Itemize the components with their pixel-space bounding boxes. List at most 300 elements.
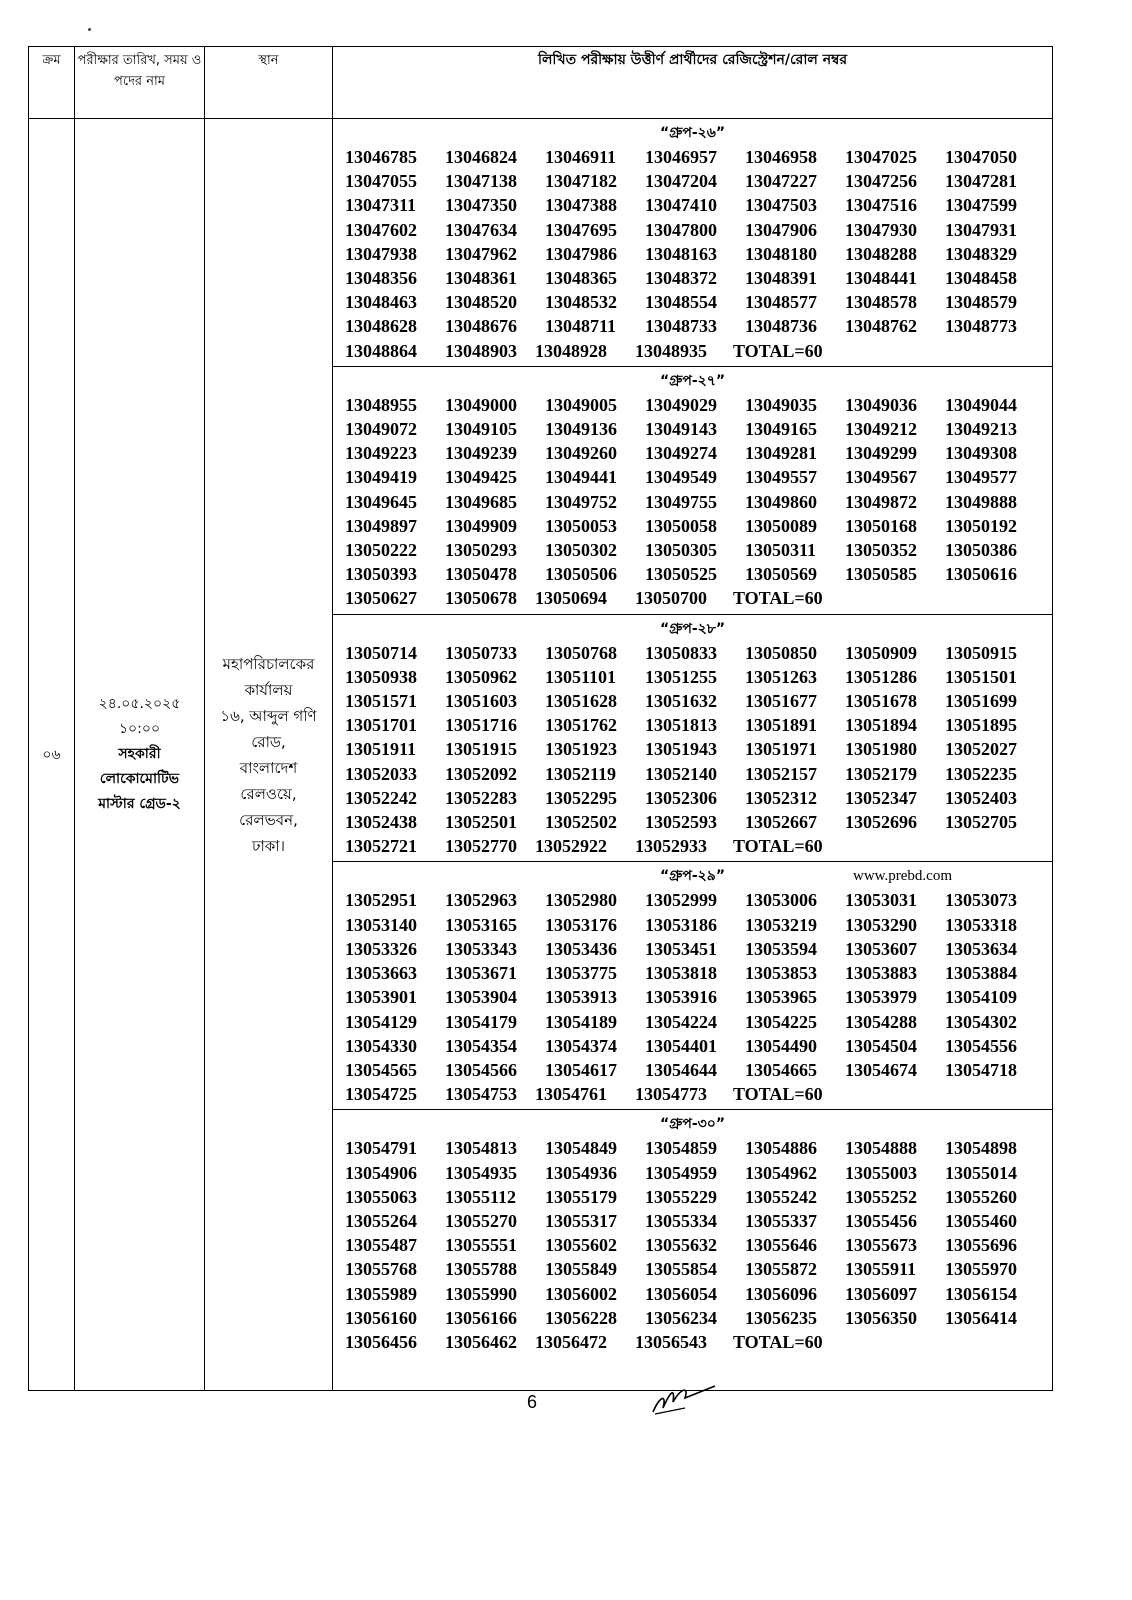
roll-number: 13055632 bbox=[645, 1235, 717, 1256]
roll-number: 13046824 bbox=[445, 147, 517, 167]
group-total: TOTAL=60 bbox=[733, 1084, 823, 1105]
roll-number: 13050833 bbox=[645, 642, 717, 663]
exam-info-cell bbox=[75, 119, 205, 1391]
roll-number: 13048365 bbox=[545, 268, 617, 289]
roll-number: 13048163 bbox=[645, 243, 717, 264]
roll-number: 13052027 bbox=[945, 739, 1017, 760]
roll-number: 13054753 bbox=[445, 1084, 517, 1105]
roll-number: 13051891 bbox=[745, 715, 817, 736]
roll-number: 13052922 bbox=[535, 836, 607, 857]
roll-number: 13053883 bbox=[845, 963, 917, 984]
venue-line: রেলভবন, bbox=[239, 810, 298, 829]
roll-number: 13049136 bbox=[545, 419, 617, 440]
roll-number: 13052438 bbox=[345, 812, 417, 833]
roll-number: 13054849 bbox=[545, 1138, 617, 1159]
roll-number: 13048579 bbox=[945, 292, 1017, 313]
roll-number: 13048773 bbox=[945, 316, 1017, 337]
roll-number: 13056350 bbox=[845, 1307, 917, 1328]
roll-number: 13049567 bbox=[845, 467, 917, 488]
roll-number: 13052770 bbox=[445, 836, 517, 857]
roll-number: 13053140 bbox=[345, 914, 417, 935]
roll-number: 13053594 bbox=[745, 938, 817, 959]
roll-number: 13049897 bbox=[345, 515, 417, 536]
roll-number: 13054401 bbox=[645, 1035, 717, 1056]
roll-number: 13051678 bbox=[845, 691, 917, 712]
roll-number: 13050694 bbox=[535, 588, 607, 609]
roll-number: 13052501 bbox=[445, 812, 517, 833]
roll-number: 13055646 bbox=[745, 1235, 817, 1256]
roll-number: 13053031 bbox=[845, 890, 917, 911]
roll-number: 13055696 bbox=[945, 1235, 1017, 1256]
roll-number: 13047503 bbox=[745, 195, 817, 216]
roll-group bbox=[333, 119, 1052, 367]
venue-line: বাংলাদেশ bbox=[239, 758, 298, 777]
roll-number: 13055003 bbox=[845, 1162, 917, 1183]
roll-number: 13049105 bbox=[445, 419, 517, 440]
roll-number: 13054791 bbox=[345, 1138, 417, 1159]
roll-number: 13052092 bbox=[445, 763, 517, 784]
roll-number: 13054888 bbox=[845, 1138, 917, 1159]
roll-number: 13048288 bbox=[845, 243, 917, 264]
roll-number: 13054962 bbox=[745, 1162, 817, 1183]
roll-number: 13052119 bbox=[545, 763, 617, 784]
roll-last-row bbox=[333, 1082, 1052, 1106]
roll-grid bbox=[333, 1136, 1052, 1330]
group-title-text: “গ্রুপ-৩০” bbox=[659, 1116, 726, 1133]
roll-number: 13052312 bbox=[745, 787, 817, 808]
roll-number: 13056002 bbox=[545, 1283, 617, 1304]
roll-number: 13048628 bbox=[345, 316, 417, 337]
roll-number: 13053853 bbox=[745, 963, 817, 984]
roll-number: 13047311 bbox=[345, 195, 417, 216]
roll-number: 13049549 bbox=[645, 467, 717, 488]
roll-number: 13049425 bbox=[445, 467, 517, 488]
roll-number: 13050733 bbox=[445, 642, 517, 663]
roll-number: 13047516 bbox=[845, 195, 917, 216]
roll-number: 13047388 bbox=[545, 195, 617, 216]
roll-number: 13054725 bbox=[345, 1084, 417, 1105]
roll-number: 13055337 bbox=[745, 1210, 817, 1231]
roll-number: 13050768 bbox=[545, 642, 617, 663]
roll-number: 13049035 bbox=[745, 394, 817, 415]
roll-number: 13054773 bbox=[635, 1084, 707, 1105]
serial-cell: ০৬ bbox=[29, 119, 75, 1391]
roll-number: 13048391 bbox=[745, 268, 817, 289]
exam-time: ১০:০০ bbox=[118, 721, 161, 737]
roll-number: 13049212 bbox=[845, 419, 917, 440]
roll-number: 13056414 bbox=[945, 1307, 1017, 1328]
header-row bbox=[29, 47, 1053, 119]
roll-number: 13051501 bbox=[945, 666, 1017, 687]
venue-line: ১৬, আব্দুল গণি bbox=[220, 706, 317, 725]
roll-number: 13049036 bbox=[845, 394, 917, 415]
roll-number: 13051263 bbox=[745, 666, 817, 687]
roll-number: 13049029 bbox=[645, 394, 717, 415]
roll-number: 13054330 bbox=[345, 1035, 417, 1056]
roll-number: 13050305 bbox=[645, 540, 717, 561]
roll-number: 13055229 bbox=[645, 1186, 717, 1207]
roll-number: 13054179 bbox=[445, 1011, 517, 1032]
roll-number: 13051603 bbox=[445, 691, 517, 712]
roll-number: 13055179 bbox=[545, 1186, 617, 1207]
roll-number: 13050938 bbox=[345, 666, 417, 687]
roll-number: 13048736 bbox=[745, 316, 817, 337]
post-name-line2: লোকোমোটিভ bbox=[99, 771, 180, 787]
roll-number: 13054129 bbox=[345, 1011, 417, 1032]
roll-number: 13049441 bbox=[545, 467, 617, 488]
roll-number: 13048864 bbox=[345, 340, 417, 361]
roll-number: 13055487 bbox=[345, 1235, 417, 1256]
roll-number: 13056228 bbox=[545, 1307, 617, 1328]
roll-number: 13051628 bbox=[545, 691, 617, 712]
roll-number: 13056096 bbox=[745, 1283, 817, 1304]
data-row bbox=[29, 119, 1053, 1391]
roll-number: 13047800 bbox=[645, 219, 717, 240]
roll-number: 13048676 bbox=[445, 316, 517, 337]
roll-number: 13048762 bbox=[845, 316, 917, 337]
roll-number: 13048903 bbox=[445, 340, 517, 361]
roll-number: 13055242 bbox=[745, 1186, 817, 1207]
roll-number: 13047410 bbox=[645, 195, 717, 216]
roll-group bbox=[333, 615, 1052, 863]
roll-number: 13050293 bbox=[445, 540, 517, 561]
roll-number: 13054109 bbox=[945, 987, 1017, 1008]
roll-number: 13053965 bbox=[745, 987, 817, 1008]
roll-number: 13053343 bbox=[445, 938, 517, 959]
roll-number: 13054906 bbox=[345, 1162, 417, 1183]
roll-number: 13050850 bbox=[745, 642, 817, 663]
roll-number: 13052242 bbox=[345, 787, 417, 808]
roll-last-row bbox=[333, 586, 1052, 610]
roll-number: 13055317 bbox=[545, 1210, 617, 1231]
roll-number: 13050616 bbox=[945, 564, 1017, 585]
page-number: 6 bbox=[527, 1392, 538, 1412]
roll-number: 13052295 bbox=[545, 787, 617, 808]
roll-number: 13050506 bbox=[545, 564, 617, 585]
exam-date: ২৪.০৫.২০২৫ bbox=[98, 696, 181, 712]
roll-number: 13053634 bbox=[945, 938, 1017, 959]
group-title bbox=[333, 369, 1052, 393]
roll-number: 13053884 bbox=[945, 963, 1017, 984]
header-rolls: লিখিত পরীক্ষায় উত্তীর্ণ প্রার্থীদের রেজিস্ট্রেশন/রোল নম্বর bbox=[333, 47, 1053, 119]
roll-number: 13050386 bbox=[945, 540, 1017, 561]
roll-last-row bbox=[333, 339, 1052, 363]
roll-number: 13048577 bbox=[745, 292, 817, 313]
roll-number: 13055849 bbox=[545, 1259, 617, 1280]
roll-number: 13052999 bbox=[645, 890, 717, 911]
roll-number: 13053186 bbox=[645, 914, 717, 935]
roll-number: 13046785 bbox=[345, 147, 417, 167]
roll-number: 13055456 bbox=[845, 1210, 917, 1231]
roll-number: 13049557 bbox=[745, 467, 817, 488]
roll-number: 13049213 bbox=[945, 419, 1017, 440]
roll-number: 13055112 bbox=[445, 1186, 517, 1207]
roll-number: 13048711 bbox=[545, 316, 617, 337]
roll-number: 13051701 bbox=[345, 715, 417, 736]
roll-number: 13049165 bbox=[745, 419, 817, 440]
roll-number: 13052667 bbox=[745, 812, 817, 833]
roll-number: 13055768 bbox=[345, 1259, 417, 1280]
group-title bbox=[333, 864, 1052, 888]
roll-number: 13046958 bbox=[745, 147, 817, 167]
roll-number: 13050168 bbox=[845, 515, 917, 536]
roll-number: 13047256 bbox=[845, 171, 917, 192]
roll-number: 13048520 bbox=[445, 292, 517, 313]
roll-number: 13050700 bbox=[635, 588, 707, 609]
roll-number: 13052502 bbox=[545, 812, 617, 833]
roll-number: 13055602 bbox=[545, 1235, 617, 1256]
roll-number: 13049260 bbox=[545, 443, 617, 464]
roll-number: 13047695 bbox=[545, 219, 617, 240]
roll-group bbox=[333, 1110, 1052, 1357]
roll-number: 13053318 bbox=[945, 914, 1017, 935]
group-total: TOTAL=60 bbox=[733, 836, 823, 857]
roll-number: 13052306 bbox=[645, 787, 717, 808]
roll-number: 13048441 bbox=[845, 268, 917, 289]
roll-number: 13053671 bbox=[445, 963, 517, 984]
roll-number: 13048372 bbox=[645, 268, 717, 289]
roll-number: 13048928 bbox=[535, 340, 607, 361]
roll-number: 13054189 bbox=[545, 1011, 617, 1032]
roll-number: 13053219 bbox=[745, 914, 817, 935]
roll-number: 13055460 bbox=[945, 1210, 1017, 1231]
roll-number: 13055872 bbox=[745, 1259, 817, 1280]
roll-number: 13050089 bbox=[745, 515, 817, 536]
roll-number: 13050058 bbox=[645, 515, 717, 536]
group-title-text: “গ্রুপ-২৯” bbox=[659, 868, 726, 885]
roll-number: 13047055 bbox=[345, 171, 417, 192]
roll-number: 13056054 bbox=[645, 1283, 717, 1304]
roll-number: 13053818 bbox=[645, 963, 717, 984]
roll-number: 13050627 bbox=[345, 588, 417, 609]
roll-number: 13053073 bbox=[945, 890, 1017, 911]
roll-number: 13054225 bbox=[745, 1011, 817, 1032]
roll-number: 13051286 bbox=[845, 666, 917, 687]
roll-number: 13053663 bbox=[345, 963, 417, 984]
roll-number: 13052951 bbox=[345, 890, 417, 911]
roll-number: 13053326 bbox=[345, 938, 417, 959]
roll-number: 13050393 bbox=[345, 564, 417, 585]
roll-number: 13049752 bbox=[545, 491, 617, 512]
roll-number: 13047050 bbox=[945, 147, 1017, 167]
roll-last-row bbox=[333, 834, 1052, 858]
roll-number: 13052593 bbox=[645, 812, 717, 833]
venue-line: রোড, bbox=[251, 732, 286, 751]
roll-number: 13050311 bbox=[745, 540, 817, 561]
roll-number: 13047906 bbox=[745, 219, 817, 240]
roll-number: 13052705 bbox=[945, 812, 1017, 833]
roll-number: 13051255 bbox=[645, 666, 717, 687]
roll-number: 13049005 bbox=[545, 394, 617, 415]
venue-line: কার্যালয় bbox=[244, 680, 293, 699]
roll-number: 13048532 bbox=[545, 292, 617, 313]
roll-number: 13048554 bbox=[645, 292, 717, 313]
roll-number: 13053451 bbox=[645, 938, 717, 959]
roll-number: 13047182 bbox=[545, 171, 617, 192]
roll-number: 13050222 bbox=[345, 540, 417, 561]
roll-group bbox=[333, 367, 1052, 615]
roll-last-row bbox=[333, 1330, 1052, 1354]
venue-line: মহাপরিচালকের bbox=[222, 654, 315, 673]
roll-number: 13053775 bbox=[545, 963, 617, 984]
roll-grid bbox=[333, 393, 1052, 587]
roll-number: 13049072 bbox=[345, 419, 417, 440]
roll-number: 13052033 bbox=[345, 763, 417, 784]
roll-number: 13047025 bbox=[845, 147, 917, 167]
roll-number: 13049281 bbox=[745, 443, 817, 464]
roll-grid bbox=[333, 641, 1052, 835]
roll-number: 13052696 bbox=[845, 812, 917, 833]
roll-number: 13053901 bbox=[345, 987, 417, 1008]
roll-number: 13047634 bbox=[445, 219, 517, 240]
roll-number: 13050352 bbox=[845, 540, 917, 561]
roll-number: 13049143 bbox=[645, 419, 717, 440]
roll-number: 13056154 bbox=[945, 1283, 1017, 1304]
roll-number: 13051971 bbox=[745, 739, 817, 760]
roll-number: 13055014 bbox=[945, 1162, 1017, 1183]
roll-number: 13050585 bbox=[845, 564, 917, 585]
group-title bbox=[333, 1112, 1052, 1136]
roll-number: 13048955 bbox=[345, 394, 417, 415]
group-title-text: “গ্রুপ-২৮” bbox=[659, 620, 726, 637]
roll-number: 13049888 bbox=[945, 491, 1017, 512]
roll-group bbox=[333, 862, 1052, 1110]
roll-number: 13049645 bbox=[345, 491, 417, 512]
roll-number: 13046957 bbox=[645, 147, 717, 167]
roll-number: 13051895 bbox=[945, 715, 1017, 736]
roll-number: 13056456 bbox=[345, 1331, 417, 1352]
roll-number: 13048463 bbox=[345, 292, 417, 313]
roll-number: 13049577 bbox=[945, 467, 1017, 488]
roll-number: 13047602 bbox=[345, 219, 417, 240]
roll-number: 13048356 bbox=[345, 268, 417, 289]
post-name-line1: সহকারী bbox=[118, 746, 161, 762]
roll-number: 13052403 bbox=[945, 787, 1017, 808]
roll-number: 13055551 bbox=[445, 1235, 517, 1256]
roll-number: 13050478 bbox=[445, 564, 517, 585]
roll-number: 13052140 bbox=[645, 763, 717, 784]
roll-number: 13050302 bbox=[545, 540, 617, 561]
roll-number: 13052283 bbox=[445, 787, 517, 808]
roll-number: 13049860 bbox=[745, 491, 817, 512]
group-title-text: “গ্রুপ-২৭” bbox=[659, 372, 726, 389]
roll-number: 13054813 bbox=[445, 1138, 517, 1159]
roll-number: 13051677 bbox=[745, 691, 817, 712]
roll-number: 13048361 bbox=[445, 268, 517, 289]
roll-number: 13056462 bbox=[445, 1331, 517, 1352]
roll-number: 13049308 bbox=[945, 443, 1017, 464]
roll-number: 13054886 bbox=[745, 1138, 817, 1159]
roll-number: 13054665 bbox=[745, 1059, 817, 1080]
roll-number: 13055854 bbox=[645, 1259, 717, 1280]
roll-number: 13055260 bbox=[945, 1186, 1017, 1207]
roll-number: 13054718 bbox=[945, 1059, 1017, 1080]
roll-number: 13051943 bbox=[645, 739, 717, 760]
roll-number: 13054490 bbox=[745, 1035, 817, 1056]
roll-number: 13047599 bbox=[945, 195, 1017, 216]
roll-number: 13054556 bbox=[945, 1035, 1017, 1056]
roll-number: 13056097 bbox=[845, 1283, 917, 1304]
header-venue: স্থান bbox=[205, 47, 333, 119]
roll-number: 13052980 bbox=[545, 890, 617, 911]
roll-number: 13047938 bbox=[345, 243, 417, 264]
roll-number: 13049872 bbox=[845, 491, 917, 512]
roll-number: 13049274 bbox=[645, 443, 717, 464]
group-total: TOTAL=60 bbox=[733, 1331, 823, 1352]
roll-number: 13055264 bbox=[345, 1210, 417, 1231]
roll-number: 13049000 bbox=[445, 394, 517, 415]
roll-number: 13055788 bbox=[445, 1259, 517, 1280]
roll-number: 13054617 bbox=[545, 1059, 617, 1080]
roll-number: 13055990 bbox=[445, 1283, 517, 1304]
roll-number: 13053165 bbox=[445, 914, 517, 935]
roll-number: 13050053 bbox=[545, 515, 617, 536]
roll-number: 13054354 bbox=[445, 1035, 517, 1056]
roll-number: 13046911 bbox=[545, 147, 617, 167]
venue-cell bbox=[205, 119, 333, 1391]
roll-number: 13047281 bbox=[945, 171, 1017, 192]
roll-number: 13053176 bbox=[545, 914, 617, 935]
groups-cell bbox=[333, 119, 1053, 1391]
roll-number: 13047931 bbox=[945, 219, 1017, 240]
roll-number: 13048578 bbox=[845, 292, 917, 313]
header-serial: ক্রম bbox=[29, 47, 75, 119]
roll-number: 13051699 bbox=[945, 691, 1017, 712]
roll-number: 13051716 bbox=[445, 715, 517, 736]
group-title bbox=[333, 121, 1052, 145]
post-name-line3: মাস্টার গ্রেড-২ bbox=[98, 796, 181, 812]
roll-number: 13054374 bbox=[545, 1035, 617, 1056]
roll-number: 13047350 bbox=[445, 195, 517, 216]
roll-number: 13048329 bbox=[945, 243, 1017, 264]
group-title-text: “গ্রুপ-২৬” bbox=[659, 125, 726, 141]
roll-number: 13047986 bbox=[545, 243, 617, 264]
roll-number: 13056160 bbox=[345, 1307, 417, 1328]
roll-number: 13052235 bbox=[945, 763, 1017, 784]
roll-number: 13047204 bbox=[645, 171, 717, 192]
roll-number: 13055063 bbox=[345, 1186, 417, 1207]
roll-number: 13049239 bbox=[445, 443, 517, 464]
roll-number: 13047962 bbox=[445, 243, 517, 264]
result-table bbox=[28, 46, 1053, 1391]
roll-number: 13054566 bbox=[445, 1059, 517, 1080]
roll-number: 13056543 bbox=[635, 1331, 707, 1352]
roll-number: 13054644 bbox=[645, 1059, 717, 1080]
signature-scribble bbox=[645, 1378, 725, 1418]
roll-number: 13049755 bbox=[645, 491, 717, 512]
roll-number: 13056234 bbox=[645, 1307, 717, 1328]
roll-number: 13051632 bbox=[645, 691, 717, 712]
roll-number: 13050192 bbox=[945, 515, 1017, 536]
roll-number: 13052721 bbox=[345, 836, 417, 857]
roll-number: 13053436 bbox=[545, 938, 617, 959]
roll-number: 13055911 bbox=[845, 1259, 917, 1280]
roll-number: 13054859 bbox=[645, 1138, 717, 1159]
roll-number: 13051980 bbox=[845, 739, 917, 760]
roll-number: 13050525 bbox=[645, 564, 717, 585]
roll-number: 13052963 bbox=[445, 890, 517, 911]
roll-number: 13047138 bbox=[445, 171, 517, 192]
roll-number: 13051762 bbox=[545, 715, 617, 736]
roll-number: 13054224 bbox=[645, 1011, 717, 1032]
roll-grid bbox=[333, 888, 1052, 1082]
group-total: TOTAL=60 bbox=[733, 340, 823, 361]
roll-number: 13052157 bbox=[745, 763, 817, 784]
roll-number: 13053607 bbox=[845, 938, 917, 959]
group-title bbox=[333, 617, 1052, 641]
roll-number: 13053290 bbox=[845, 914, 917, 935]
roll-number: 13049909 bbox=[445, 515, 517, 536]
